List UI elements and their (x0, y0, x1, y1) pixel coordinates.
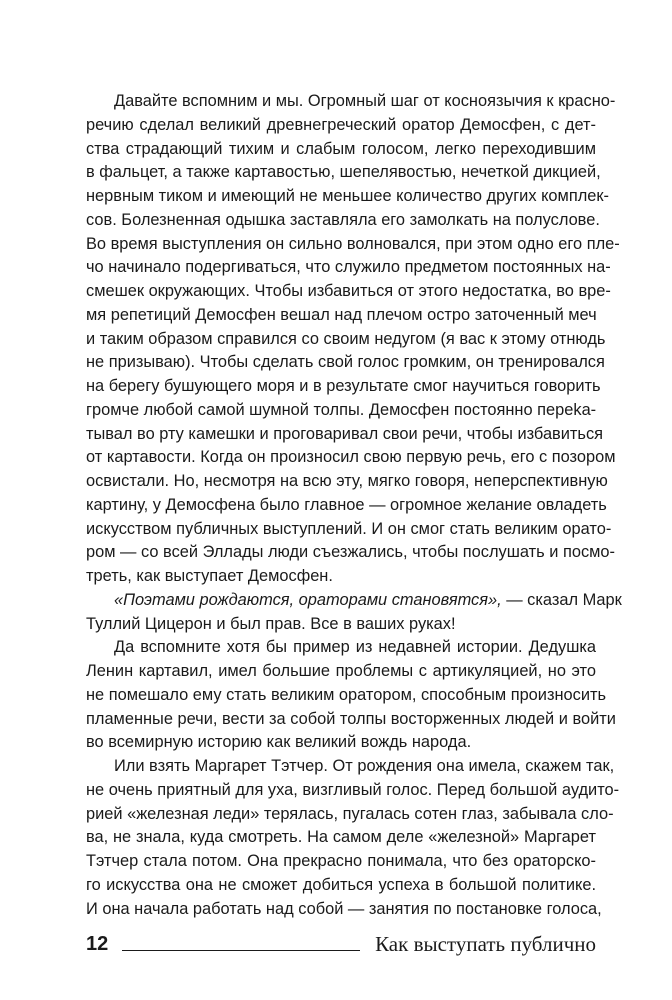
footer-rule (122, 950, 360, 951)
text-line: картину, у Демосфена было главное — огромное желание овладеть (86, 495, 607, 514)
running-title: Как выступать публично (375, 932, 596, 956)
text-line: ства страдающий тихим и слабым голосом, легко переходившим (86, 139, 596, 158)
page-number: 12 (86, 933, 109, 955)
text-line: смешек окружающих. Чтобы избавиться от этого недостатка, во вре- (86, 282, 611, 300)
quote-text: «Поэтами рождаются, ораторами становятся», (114, 590, 502, 609)
text-line: от картавости. Когда он произносил свою первую речь, его с позором (86, 448, 616, 467)
text-line: Тэтчер стала потом. Она прекрасно понимала, что без ораторско- (86, 852, 596, 870)
text-line: Давайте вспомним и мы. Огромный шаг от косноязычия к красно- (114, 92, 616, 110)
text-line: громче любой самой шумной толпы. Демосфен постоянно переka- (86, 400, 597, 419)
body-text (86, 90, 622, 921)
text-line: на берегу бушующего моря и в результате смог научиться говорить (86, 377, 601, 395)
text-line: Ленин картавил, имел большие проблемы с артикуляцией, но это (86, 662, 596, 680)
quote-line (86, 589, 622, 613)
text-line: искусством публичных выступлений. И он смог стать великим орато- (86, 519, 612, 538)
text-line: треть, как выступает Демосфен. (86, 567, 333, 585)
text-line: тывал во рту камешки и проговаривал свои речи, чтобы избавиться (86, 424, 604, 443)
quote-attribution: — сказал Марк (501, 590, 622, 609)
text-line: мя репетиций Демосфен вешал над плечом остро заточенный меч (86, 305, 597, 324)
text-line: рией «железная леди» терялась, пугалась сотен глаз, забывала сло- (86, 804, 614, 823)
text-line: во всемирную историю как великий вождь народа. (86, 733, 472, 752)
text-line: в фальцет, а также картавостью, шепелявостью, нечеткой дикцией, (86, 163, 601, 182)
page-footer (86, 930, 596, 960)
text-line: освистали. Но, несмотря на всю эту, мягко говоря, неперспективную (86, 472, 608, 490)
text-line: и таким образом справился со своим недугом (я вас к этому отнюдь (86, 329, 606, 348)
text-line: Туллий Цицерон и был прав. Все в ваших руках! (86, 614, 456, 633)
text-line: го искусства она не сможет добиться успеха в большой политике. (86, 875, 596, 894)
text-line: чо начинало подергиваться, что служило предметом постоянных на- (86, 258, 611, 277)
text-line: И она начала работать над собой — занятия по постановке голоса, (86, 899, 602, 918)
text-line: не помешало ему стать великим оратором, способным произносить (86, 685, 607, 704)
text-line: нервным тиком и имеющий не меньшее количество других комплек- (86, 187, 610, 205)
text-line: пламенные речи, вести за собой толпы восторженных людей и войти (86, 709, 616, 728)
text-line: ва, не знала, куда смотреть. На самом деле «железной» Маргарет (86, 828, 596, 847)
text-line: ром — со всей Эллады люди съезжались, чтобы послушать и посмо- (86, 543, 615, 562)
text-line: Во время выступления он сильно волновался, при этом одно его пле- (86, 234, 620, 253)
text-line: не призываю). Чтобы сделать свой голос громким, он тренировался (86, 353, 605, 372)
text-line: Да вспомните хотя бы пример из недавней истории. Дедушка (114, 638, 596, 657)
text-line: не очень приятный для уха, визгливый голос. Перед большой аудито- (86, 780, 620, 799)
text-line: речию сделал великий древнегреческий оратор Демосфен, с дет- (86, 115, 596, 134)
text-line: сов. Болезненная одышка заставляла его замолкать на полуслове. (86, 210, 600, 229)
text-line: Или взять Маргарет Тэтчер. От рождения она имела, скажем так, (114, 757, 615, 775)
